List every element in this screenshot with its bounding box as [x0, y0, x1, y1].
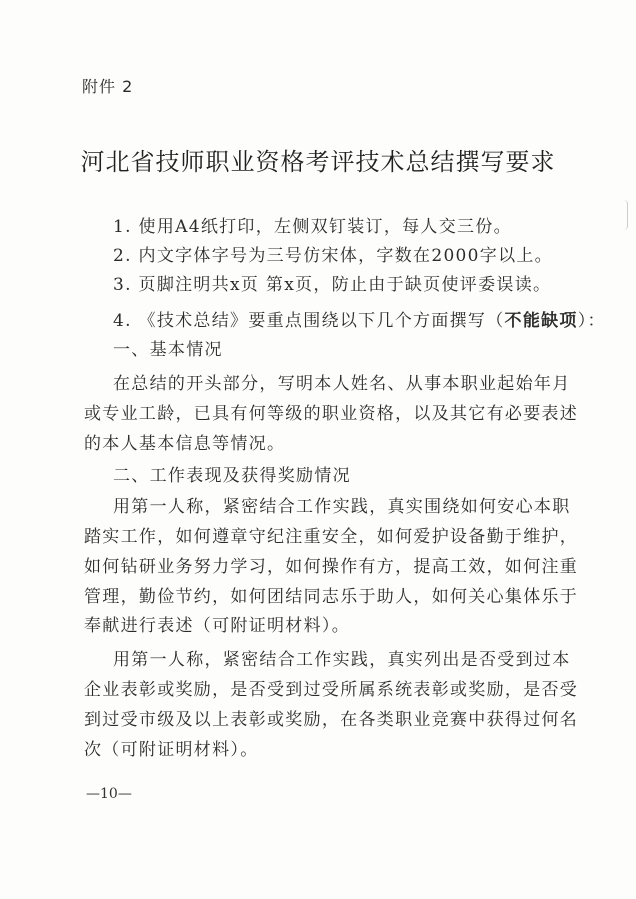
requirement-1: 1. 使用A4纸打印，左侧双钉装订，每人交三份。	[113, 217, 512, 237]
requirement-4-prefix: 4. 《技术总结》要重点围绕以下几个方面撰写（	[113, 311, 505, 331]
paragraph-line: 次（可附证明材料）。	[84, 740, 259, 760]
attachment-label: 附件 2	[82, 77, 134, 96]
paragraph-line: 或专业工龄，已具有何等级的职业资格，以及其它有必要表述	[84, 404, 579, 424]
requirement-4	[113, 306, 606, 331]
paragraph-line: 用第一人称，紧密结合工作实践，真实围绕如何安心本职	[113, 497, 571, 517]
paragraph-line: 的本人基本信息等情况。	[84, 434, 286, 454]
paragraph-line: 企业表彰或奖励，是否受到过受所属系统表彰或奖励，是否受	[84, 680, 579, 700]
paragraph-line: 在总结的开头部分，写明本人姓名、从事本职业起始年月	[113, 374, 571, 394]
page-number: —10—	[86, 786, 132, 802]
paragraph-line: 用第一人称，紧密结合工作实践，真实列出是否受到过本	[113, 650, 571, 670]
paragraph-line: 奉献进行表述（可附证明材料）。	[84, 616, 350, 636]
section-heading-work-performance: 二、工作表现及获得奖励情况	[113, 466, 351, 486]
requirement-4-emphasis: 不能缺项	[504, 311, 578, 331]
paragraph-line: 如何钻研业务努力学习，如何操作有方，提高工效，如何注重	[84, 557, 579, 577]
paragraph-line: 踏实工作，如何遵章守纪注重安全，如何爱护设备勤于维护，	[84, 527, 579, 547]
paragraph-line: 管理，勤俭节约，如何团结同志乐于助人，如何关心集体乐于	[84, 587, 579, 607]
requirement-4-suffix: ）：	[577, 311, 606, 331]
requirement-3: 3. 页脚注明共x页 第x页，防止由于缺页使评委误读。	[113, 275, 552, 295]
document-title: 河北省技师职业资格考评技术总结撰写要求	[80, 148, 556, 176]
requirement-2: 2. 内文字体字号为三号仿宋体，字数在2000字以上。	[113, 246, 553, 266]
paragraph-line: 到过受市级及以上表彰或奖励，在各类职业竞赛中获得过何名	[84, 710, 579, 730]
page-edge-mark	[624, 200, 628, 230]
section-heading-basic-info: 一、基本情况	[113, 340, 223, 360]
